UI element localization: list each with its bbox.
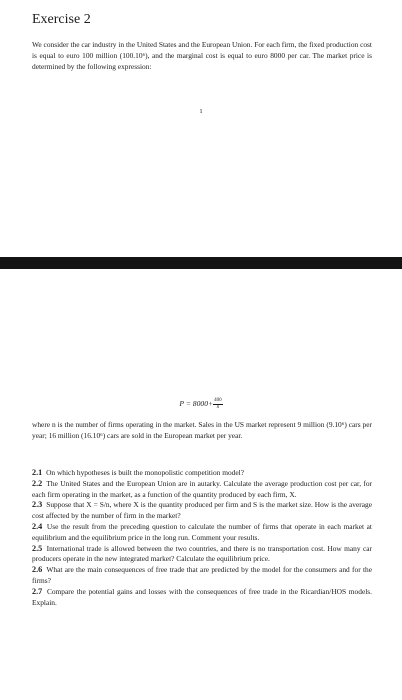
exercise-title: Exercise 2 [32,12,91,27]
price-formula [0,398,402,410]
question-number: 2.4 [32,521,43,531]
page-number: 1 [199,108,203,115]
question-item [32,500,372,522]
formula-denominator: n [216,404,220,410]
question-item [32,468,372,479]
formula-fraction [213,398,223,410]
question-number: 2.6 [32,565,43,575]
question-number: 2.7 [32,586,43,596]
market-description-paragraph: where n is the number of firms operating in the market. Sales in the US market represent 9 million (9.10⁶) cars per year; 16 million (16.10⁶) cars are sold in the European market per year. [32,420,372,440]
document-page-1 [0,0,402,256]
question-list [32,468,372,608]
question-item [32,565,372,587]
question-item [32,522,372,544]
question-item [32,544,372,566]
page-divider-bar [0,257,402,269]
question-text: What are the main consequences of free trade that are predicted by the model for the consumers and for the firms? [32,565,372,585]
formula-lhs: P = 8000+ [179,398,214,408]
question-text: Suppose that X = S/n, where X is the quantity produced per firm and S is the market size. How is the average cost affected by the number of firm in the market? [32,500,372,521]
question-text: The United States and the European Union are in autarky. Calculate the average production cost per car, for each firm operating in the market, as a function of the quantity produced by each firm, X. [32,478,372,499]
document-page-2 [0,270,402,700]
question-item [32,587,372,609]
question-number: 2.2 [32,478,43,488]
intro-paragraph: We consider the car industry in the United States and the European Union. For each firm, the fixed production cost is equal to euro 100 million (100.10⁶), and the marginal cost is equal to euro 8000 per car. The market price is determined by the following expression: [32,40,372,71]
question-text: Compare the potential gains and losses with the consequences of free trade in the Ricardian/HOS models. Explain. [32,586,372,607]
formula-numerator: 400 [214,398,222,403]
question-text: On which hypotheses is built the monopolistic competition model? [46,468,244,477]
question-text: Use the result from the preceding question to calculate the number of firms that operate in each market at equilibrium and the equilibrium price in the long run. Comment your results. [32,521,372,542]
question-item [32,479,372,501]
question-text: International trade is allowed between the two countries, and there is no transportation cost. How many car producers operate in the new integrated market? Calculate the equilibrium price. [32,543,372,564]
question-number: 2.3 [32,500,43,510]
question-number: 2.5 [32,543,43,553]
question-number: 2.1 [32,468,43,477]
